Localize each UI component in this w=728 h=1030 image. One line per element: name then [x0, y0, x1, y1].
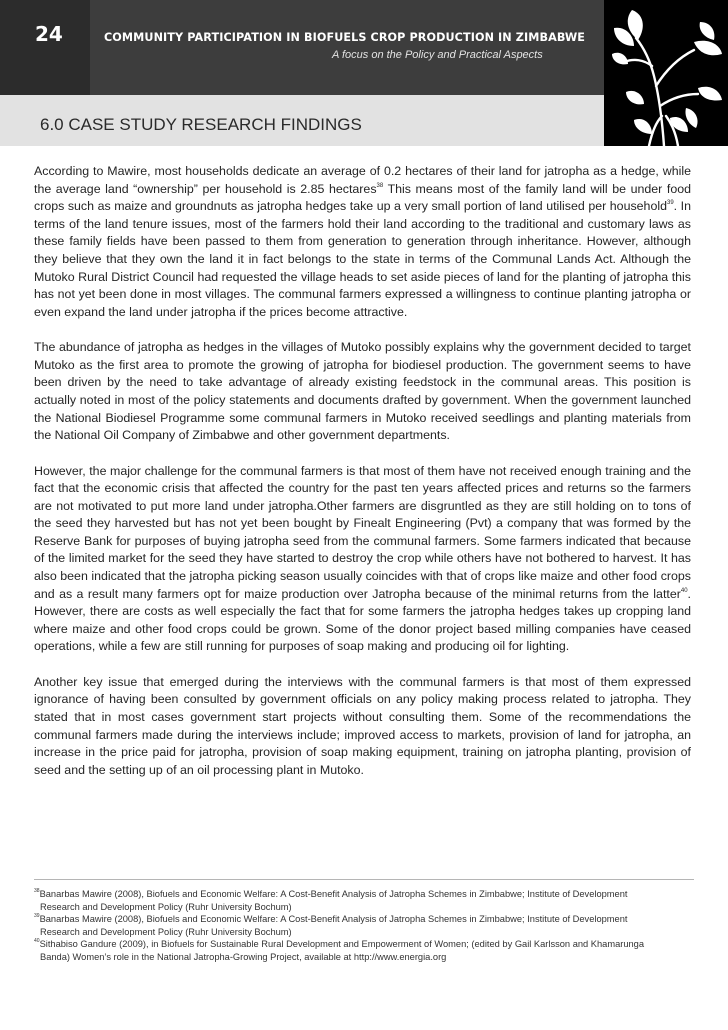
footnote-text: Research and Development Policy (Ruhr University Bochum)	[40, 901, 292, 912]
paragraph-text: However, the major challenge for the communal farmers is that most of them have not received enough training and the fact that the economic crisis that affected the country for the past ten years affected prices and returns so the farmers are not motivated to put more land under jatropha.Other farmers are disgruntled as they are still holding on to tons of the seed they harvested but has not yet been bought by Finealt Engineering (Pvt) a company that was formed by the Reserve Bank for purposes of buying jatropha seed from the communal farmers. Some farmers indicated that because of the limited market for the seed they have started to destroy the crop while others have not bothered to harvest. It has also been indicated that the jatropha picking season usually coincides with that of crops like maize and other food crops and as a result many farmers opt for maize production over Jatropha because of the minimal returns from the latter	[34, 463, 691, 601]
footnote-ref[interactable]: 38	[376, 182, 384, 189]
page-number-box	[0, 0, 90, 95]
footnote-text: Banarbas Mawire (2008), Biofuels and Economic Welfare: A Cost-Benefit Analysis of Jatropha Schemes in Zimbabwe; Institute of Development	[39, 914, 628, 925]
publication-title: COMMUNITY PARTICIPATION IN BIOFUELS CROP PRODUCTION IN ZIMBABWE	[104, 31, 586, 44]
footnote-text: Research and Development Policy (Ruhr University Bochum)	[40, 926, 292, 937]
paragraph-2: The abundance of jatropha as hedges in the villages of Mutoko possibly explains why the government decided to target Mutoko as the first area to promote the growing of jatropha for biodiesel production. The government seems to have been driven by the need to take advantage of already existing feedstock in the communal areas. This position is actually noted in most of the policy statements and documents drafted by government. When the government launched the National Biodiesel Programme some communal farmers in Mutoko received seedlings and planting materials from the National Oil Company of Zimbabwe and other government departments.	[34, 340, 691, 443]
footnotes	[34, 888, 694, 964]
paragraph-text: This means most of the family land will be under food crops such as maize and groundnuts as jatropha hedges take up a very small portion of land utilised per household	[34, 181, 691, 214]
footnote-number: 40	[34, 938, 40, 945]
footnote-ref[interactable]: 39	[666, 200, 674, 207]
publication-subtitle: A focus on the Policy and Practical Aspects	[332, 49, 543, 61]
footnote-39	[34, 913, 694, 938]
paragraph-4: Another key issue that emerged during the interviews with the communal farmers is that most of them expressed ignorance of having been consulted by government officials on any policy making process related to jatropha. They stated that in most cases government start projects without consulting them. Some of the recommendations the communal farmers made during the interviews include; improved access to markets, provision of land for jatropha, an increase in the price paid for jatropha, provision of soap making equipment, training on jatropha planting, provision of seed and the setting up of an oil processing plant in Mutoko.	[34, 674, 691, 777]
footnote-text: Banarbas Mawire (2008), Biofuels and Economic Welfare: A Cost-Benefit Analysis of Jatropha Schemes in Zimbabwe; Institute of Development	[39, 889, 628, 899]
footnote-number: 38	[34, 888, 40, 894]
footnote-number: 39	[34, 913, 40, 920]
section-title: 6.0 CASE STUDY RESEARCH FINDINGS	[40, 115, 362, 134]
footnote-divider	[34, 879, 694, 880]
body-text	[34, 163, 691, 797]
paragraph-text: According to Mawire, most households dedicate an average of 0.2 hectares of their land for jatropha as a hedge, while the average land “ownership” per household is 2.85 hectares	[34, 164, 691, 196]
footnote-ref[interactable]: 40	[680, 587, 688, 594]
page-number: 24	[35, 22, 63, 46]
plant-logo-panel	[604, 0, 728, 146]
paragraph-text: . In terms of the land tenure issues, most of the farmers hold their land according to the traditional and customary laws as these family fields have been passed to them from generation to generation through inheritance. However, although they believe that they own the land it in fact belongs to the state in terms of the Communal Lands Act. Although the Mutoko Rural District Council had requested the village heads to set aside pieces of land for the planting of jatropha this has not yet been done in most villages. The communal farmers expressed a willingness to continue planting jatropha or even expand the land under jatropha if the prices become attractive.	[34, 199, 691, 319]
footnote-40	[34, 938, 694, 963]
plant-logo-icon	[604, 0, 728, 146]
footnote-38	[34, 888, 694, 913]
footnote-text: Banda) Women’s role in the National Jatropha-Growing Project, available at http://www.energia.org	[40, 951, 447, 962]
paragraph-1	[34, 163, 691, 321]
paragraph-3	[34, 463, 691, 657]
footnote-text: Sithabiso Gandure (2009), in Biofuels for Sustainable Rural Development and Empowerment of Women; (edited by Gail Karlsson and Khamarunga	[39, 939, 645, 950]
paragraph-text: . However, there are costs as well especially the fact that for some farmers the jatropha hedges takes up cropping land where maize and other food crops could be grown. Some of the donor project based milling companies have ceased operations, while a few are still running for purposes of soap making and producing oil for lighting.	[34, 586, 691, 654]
